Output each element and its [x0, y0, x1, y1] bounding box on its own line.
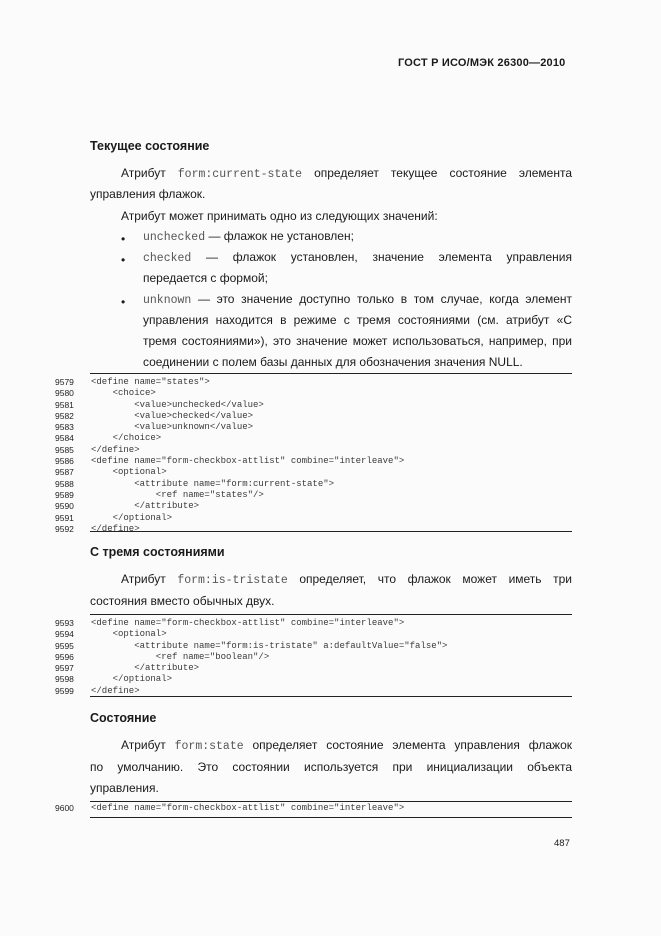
line-number: 9582 [55, 410, 74, 421]
code-rule-top [90, 614, 572, 615]
code-line [55, 400, 572, 411]
inline-code: form:state [174, 740, 244, 753]
line-number: 9588 [55, 478, 74, 489]
inline-code: form:current-state [177, 168, 303, 181]
line-number: 9599 [55, 685, 74, 696]
code-line [55, 663, 572, 674]
code-line [55, 445, 572, 456]
line-number: 9583 [55, 422, 74, 433]
line-number: 9580 [55, 388, 74, 399]
line-number: 9591 [55, 512, 74, 523]
code-text: <attribute name="form:is-tristate" a:defaultValue="false"> [91, 640, 448, 651]
line-number: 9594 [55, 629, 74, 640]
code-line [55, 618, 572, 629]
code-line [55, 513, 572, 524]
inline-code: checked [143, 252, 192, 265]
code-text: </define> [91, 685, 140, 696]
code-line [55, 433, 572, 444]
code-line [55, 456, 572, 467]
running-header: ГОСТ Р ИСО/МЭК 26300—2010 [398, 57, 566, 69]
code-text: </define> [91, 523, 140, 534]
bullet-icon: • [121, 232, 126, 246]
code-text: <define name="form-checkbox-attlist" combine="interleave"> [91, 618, 405, 628]
line-number: 9593 [55, 618, 74, 628]
section-heading-state: Состояние [90, 711, 157, 725]
inline-code: unknown [143, 294, 192, 307]
list-item-cont: управления находится в режиме с тремя состояниями (см. атрибут «С [143, 313, 572, 327]
code-text: </optional> [91, 674, 173, 685]
code-block-tristate [55, 618, 572, 697]
code-text: <value>unchecked</value> [91, 399, 264, 410]
code-text: </choice> [91, 433, 162, 444]
code-text: <optional> [91, 629, 167, 640]
line-number: 9579 [55, 377, 74, 387]
paragraph: Атрибут может принимать одно из следующих значений: [121, 209, 438, 223]
code-text: <ref name="states"/> [91, 489, 264, 500]
code-line [55, 501, 572, 512]
code-text: </attribute> [91, 501, 200, 512]
line-number: 9584 [55, 433, 74, 444]
line-number: 9600 [55, 803, 74, 813]
inline-code: form:is-tristate [177, 574, 288, 587]
code-text: <value>unknown</value> [91, 422, 254, 433]
code-line [55, 467, 572, 478]
code-text: <ref name="boolean"/> [91, 651, 270, 662]
bullet-icon: • [121, 253, 126, 267]
code-line [55, 629, 572, 640]
code-rule-bottom [90, 531, 572, 532]
section-heading-current-state: Текущее состояние [90, 139, 210, 153]
code-block-state [55, 803, 572, 814]
code-text: <define name="form-checkbox-attlist" combine="interleave"> [91, 456, 405, 467]
list-item: unchecked — флажок не установлен; [143, 229, 354, 244]
code-rule-bottom [90, 817, 572, 818]
line-number: 9595 [55, 640, 74, 651]
list-item: unknown — это значение доступно только в том случае, когда элемент [143, 292, 572, 307]
bullet-icon: • [121, 295, 126, 309]
code-text: </attribute> [91, 663, 200, 674]
code-line [55, 479, 572, 490]
paragraph-cont: управления. [90, 781, 159, 795]
line-number: 9596 [55, 651, 74, 662]
paragraph: Атрибут form:is-tristate определяет, что флажок может иметь три [121, 572, 572, 587]
page-number: 487 [554, 838, 570, 849]
code-line [55, 524, 572, 535]
code-line [55, 422, 572, 433]
paragraph-cont: управления флажок. [90, 187, 206, 201]
code-line [55, 490, 572, 501]
code-line [55, 641, 572, 652]
code-line [55, 411, 572, 422]
code-text: <define name="states"> [91, 377, 210, 387]
code-rule-bottom [90, 696, 572, 697]
list-item-cont: передается с формой; [143, 271, 268, 285]
list-item-cont: соединении с полем базы данных для обозначения значения NULL. [143, 355, 523, 369]
inline-code: unchecked [143, 231, 206, 244]
code-line [55, 377, 572, 388]
line-number: 9598 [55, 674, 74, 685]
line-number: 9589 [55, 489, 74, 500]
paragraph-cont: состояния вместо обычных двух. [90, 594, 275, 608]
code-text: </define> [91, 444, 140, 455]
paragraph: Атрибут form:current-state определяет текущее состояние элемента [121, 166, 572, 181]
paragraph: Атрибут form:state определяет состояние элемента управления флажок [121, 738, 572, 753]
section-heading-tristate: С тремя состояниями [90, 545, 225, 559]
line-number: 9585 [55, 444, 74, 455]
code-line [55, 388, 572, 399]
code-line [55, 652, 572, 663]
code-text: <attribute name="form:current-state"> [91, 478, 335, 489]
code-rule-top [90, 801, 572, 802]
list-item-cont: тремя состояниями»), это значение может использоваться, например, при [143, 334, 572, 348]
code-line [55, 674, 572, 685]
line-number: 9581 [55, 399, 74, 410]
line-number: 9597 [55, 663, 74, 674]
code-line [55, 803, 572, 814]
paragraph-cont: по умолчанию. Это состоянии используется при инициализации объекта [90, 760, 572, 774]
code-text: <value>checked</value> [91, 410, 254, 421]
line-number: 9586 [55, 456, 74, 467]
line-number: 9592 [55, 523, 74, 534]
code-text: <optional> [91, 467, 167, 478]
line-number: 9587 [55, 467, 74, 478]
code-block-states [55, 377, 572, 535]
code-rule-top [90, 373, 572, 374]
code-text: <choice> [91, 388, 156, 399]
line-number: 9590 [55, 501, 74, 512]
code-text: <define name="form-checkbox-attlist" combine="interleave"> [91, 803, 405, 813]
list-item: checked — флажок установлен, значение элемента управления [143, 250, 572, 265]
code-text: </optional> [91, 512, 173, 523]
